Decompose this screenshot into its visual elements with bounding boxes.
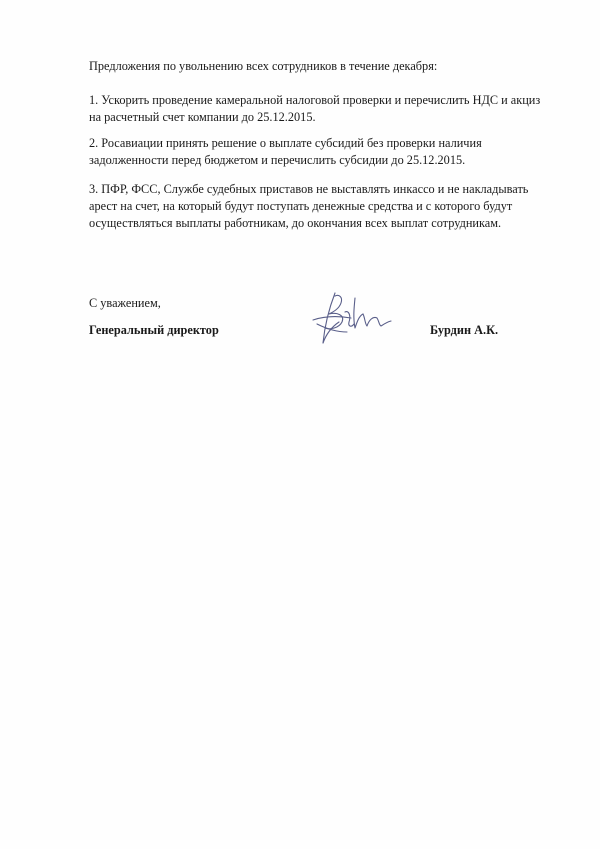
proposal-item-1: 1. Ускорить проведение камеральной налоговой проверки и перечислить НДС и акциз на расчетный счет компании до 25.12.2015. [89,93,541,124]
handwritten-signature [305,288,395,350]
letter-intro: Предложения по увольнению всех сотрудников в течение декабря: [89,59,438,73]
proposal-item-3: 3. ПФР, ФСС, Службе судебных приставов не выставлять инкассо и не накладывать арест на счет, на который будут поступать денежные средства и с которого будут осуществляться выплаты работникам, до окончания всех выплат сотрудникам. [89,182,529,230]
proposal-item-2: 2. Росавиации принять решение о выплате субсидий без проверки наличия задолженности перед бюджетом и перечислить субсидии до 25.12.2015. [89,136,482,167]
closing-phrase: С уважением, [89,296,161,310]
signer-position: Генеральный директор [89,323,219,337]
signer-name: Бурдин А.К. [430,323,499,337]
